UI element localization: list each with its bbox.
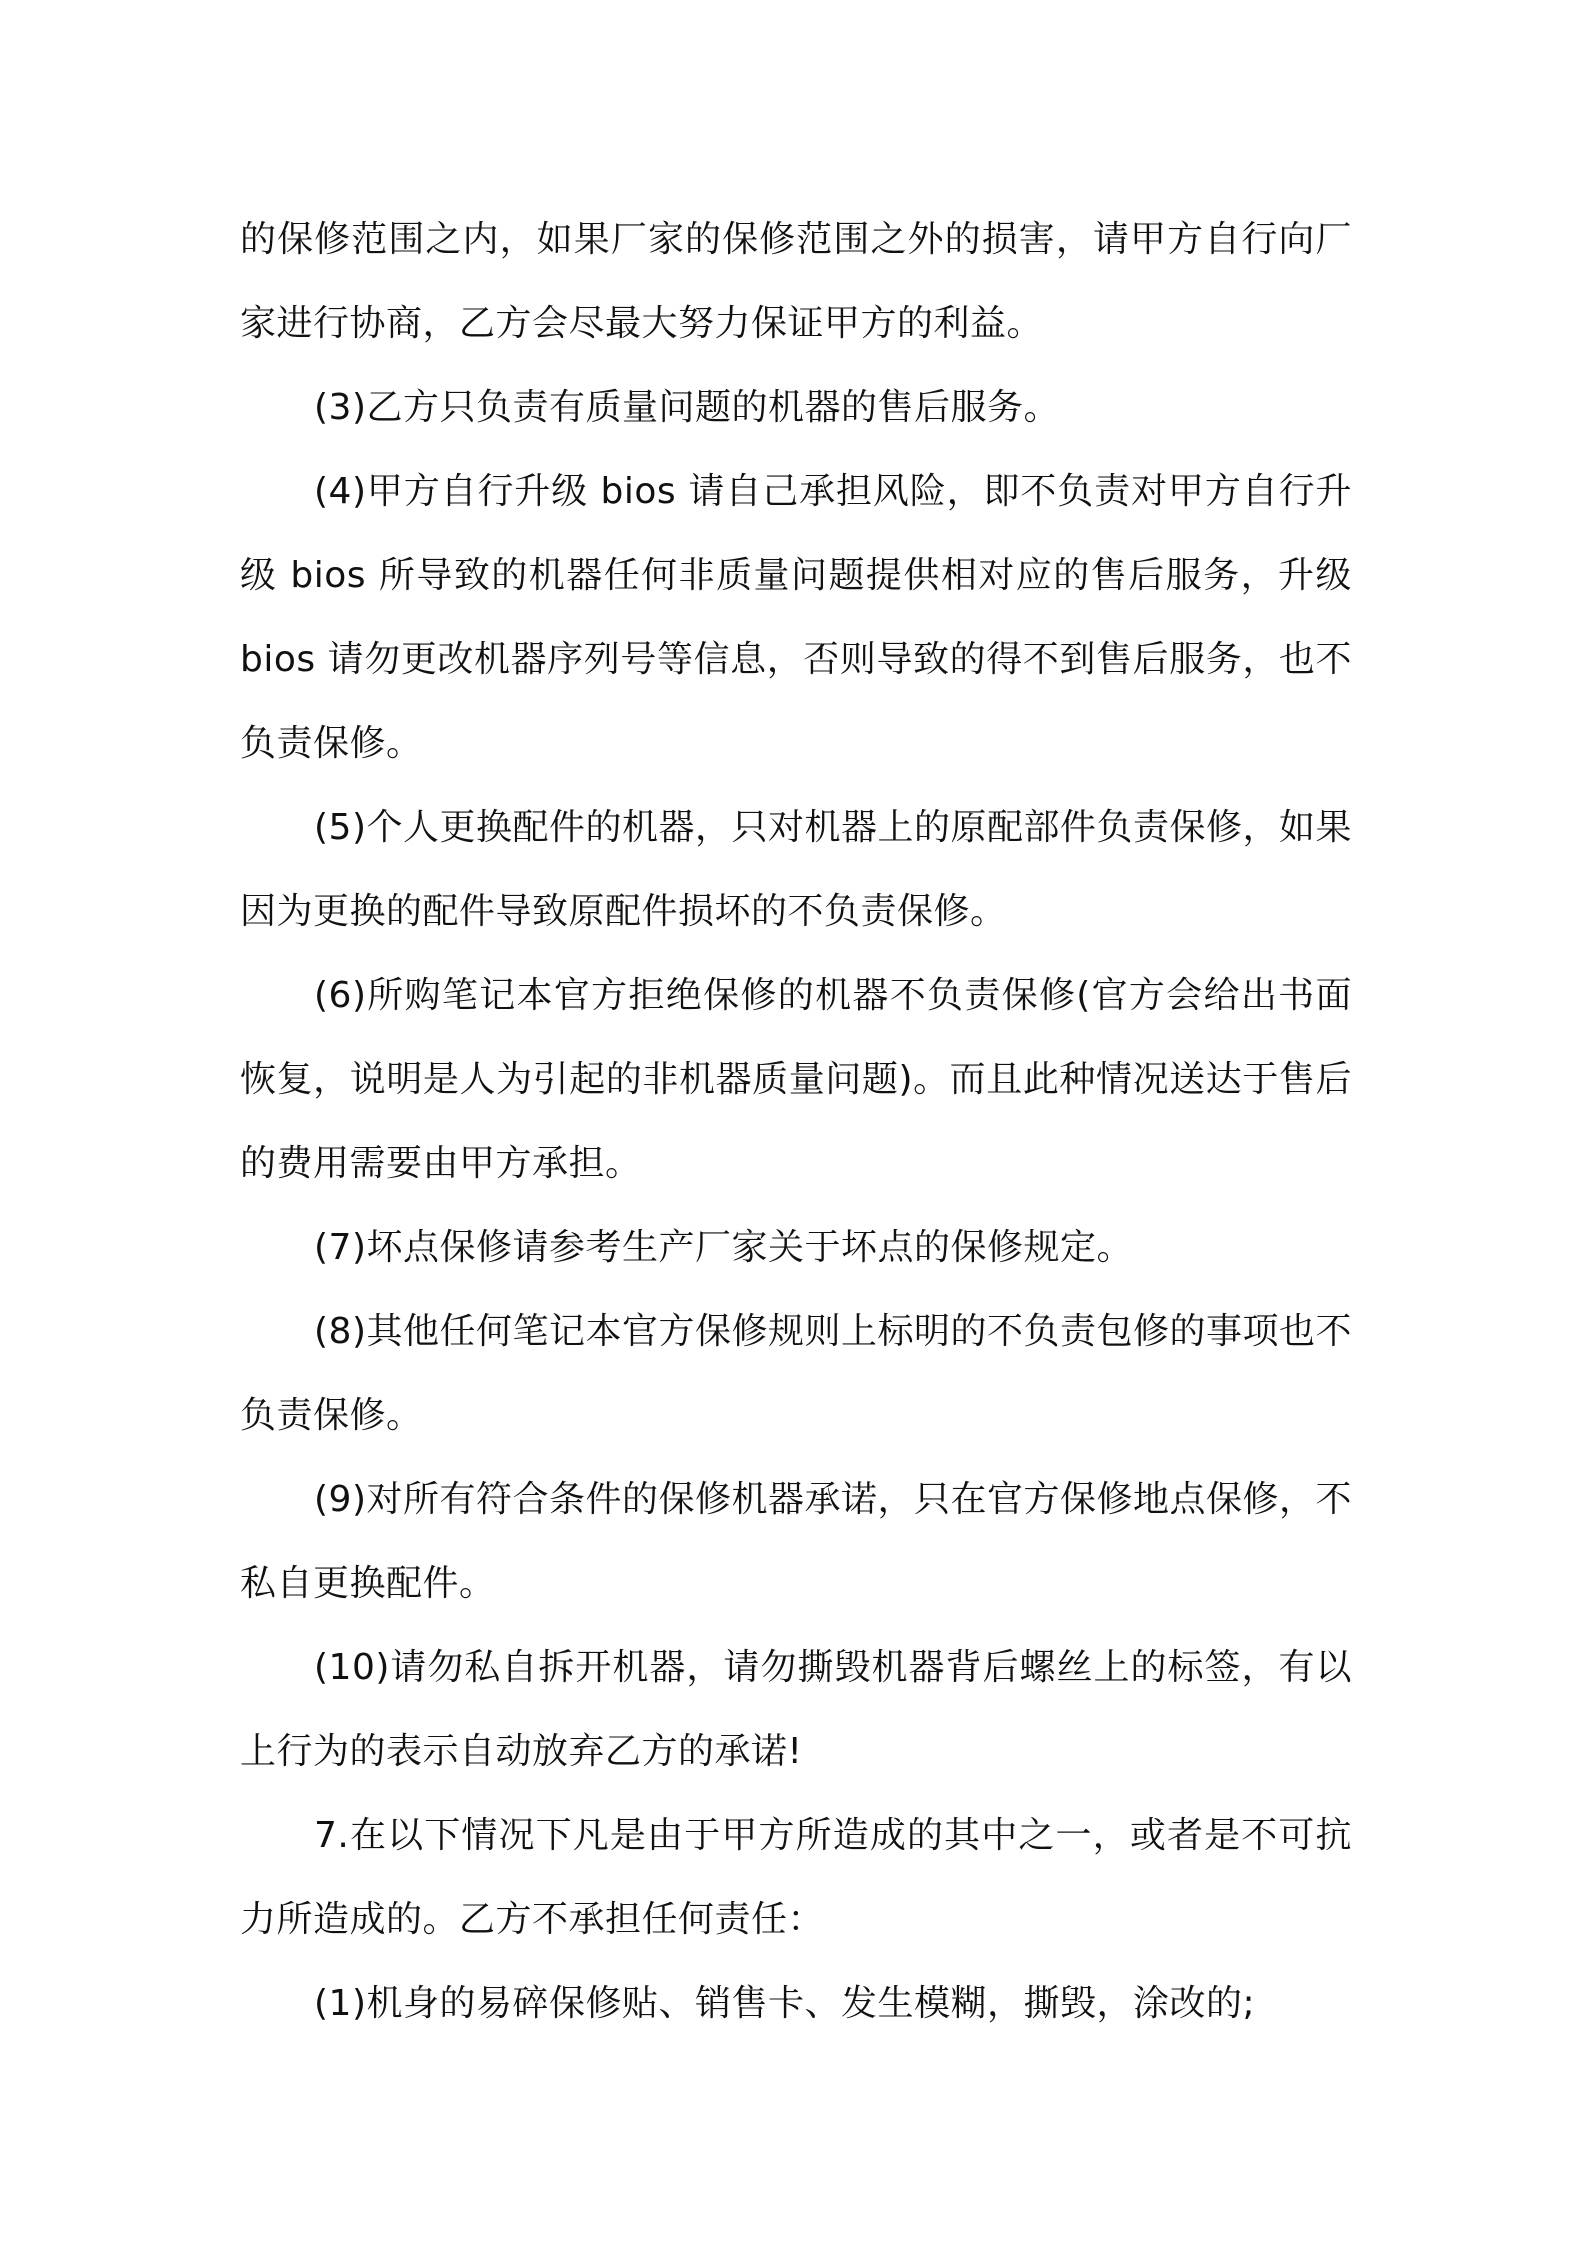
paragraph-warranty-scope: 的保修范围之内，如果厂家的保修范围之外的损害，请甲方自行向厂家进行协商，乙方会尽最大努力保证甲方的利益。	[240, 219, 1352, 344]
paragraph-clause-6: (6)所购笔记本官方拒绝保修的机器不负责保修(官方会给出书面恢复，说明是人为引起的非机器质量问题)。而且此种情况送达于售后的费用需要由甲方承担。	[240, 975, 1352, 1184]
paragraph-clause-4: (4)甲方自行升级 bios 请自己承担风险，即不负责对甲方自行升级 bios 所导致的机器任何非质量问题提供相对应的售后服务，升级 bios 请勿更改机器序列号等信息，否则导致的得不到售后服务，也不负责保修。	[240, 471, 1352, 764]
paragraph-section-7: 7.在以下情况下凡是由于甲方所造成的其中之一，或者是不可抗力所造成的。乙方不承担任何责任：	[240, 1815, 1352, 1940]
paragraph-clause-9: (9)对所有符合条件的保修机器承诺，只在官方保修地点保修，不私自更换配件。	[240, 1479, 1352, 1604]
paragraph-clause-10: (10)请勿私自拆开机器，请勿撕毁机器背后螺丝上的标签，有以上行为的表示自动放弃乙方的承诺!	[240, 1647, 1352, 1772]
document-body	[240, 198, 1352, 2046]
paragraph-clause-3: (3)乙方只负责有质量问题的机器的售后服务。	[314, 387, 1060, 428]
paragraph-clause-5: (5)个人更换配件的机器，只对机器上的原配部件负责保修，如果因为更换的配件导致原配件损坏的不负责保修。	[240, 807, 1352, 932]
paragraph-clause-8: (8)其他任何笔记本官方保修规则上标明的不负责包修的事项也不负责保修。	[240, 1311, 1352, 1436]
paragraph-clause-7: (7)坏点保修请参考生产厂家关于坏点的保修规定。	[314, 1227, 1133, 1268]
paragraph-section-7-item-1: (1)机身的易碎保修贴、销售卡、发生模糊，撕毁，涂改的;	[314, 1983, 1256, 2024]
